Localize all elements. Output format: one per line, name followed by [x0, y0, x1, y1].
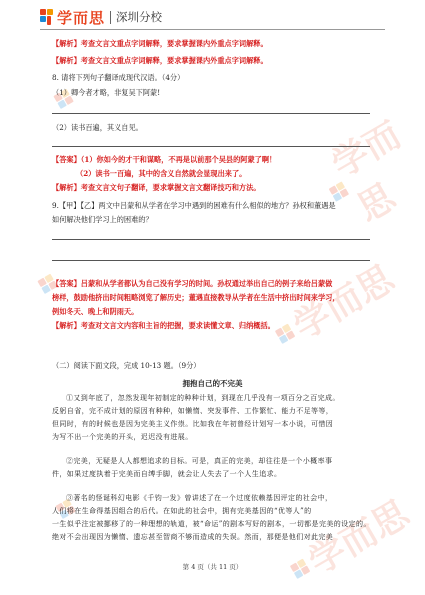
- header-rule: [40, 29, 385, 30]
- watermark: [307, 102, 425, 240]
- essay-title: 拥抱自己的不完美: [182, 379, 243, 388]
- essay-paragraph-3-line: 人们将在生命得基因组合的后代。在如此的社会中，拥有完美基因的“优等人”的: [52, 507, 312, 515]
- answer-8-2: （2）读书一百遍，其中的含义自然就会显现出来了。: [76, 169, 247, 178]
- answer-line: [52, 146, 370, 147]
- answer-8-1: 【答案】（1）你如今的才干和谋略，不再是以前那个吴县的阿蒙了啊！: [52, 155, 277, 164]
- answer-9-line1: 【答案】吕蒙和从学者都认为自己没有学习的时间。孙权通过举出自己的例子来给吕蒙做: [52, 279, 333, 288]
- watermark-text: 学而思: [302, 493, 417, 583]
- essay-paragraph-3-line: ③著名的怪诞科幻电影《千钧一发》曾讲述了在一个过度依赖基因评定的社会中，: [66, 494, 333, 502]
- analysis-9: 【解析】考查对文言文内容和主旨的把握，要求读懂文章、归纳概括。: [52, 321, 275, 330]
- essay-paragraph-2-line: ②完美，无疑是人人都想追求的目标。可是，真正的完美，却往往是一个小概率事: [66, 457, 333, 465]
- question-9-line1: 9.【甲】【乙】两文中吕蒙和从学者在学习中遇到的困难有什么相似的地方？孙权和董遇是: [52, 201, 336, 210]
- watermark-logo-icon: [275, 323, 297, 345]
- watermark-text: 学而思: [325, 114, 409, 231]
- essay-paragraph-1-line: 但同时，有的时候也是因为完美主义作祟。比如我在年初曾经计划写一本小说，可惜因: [52, 420, 334, 428]
- essay-paragraph-1-line: 为写不出一个完美的开头，迟迟没有进展。: [52, 433, 193, 441]
- question-9-line2: 如何解决他们学习上的困难的？: [52, 215, 153, 224]
- branch-name: 深圳分校: [116, 10, 163, 24]
- essay-paragraph-1-line: 反躬自省，完不成计划的原因有种种，如懒惰、突发事件、工作繁忙、能力不足等等，: [52, 407, 334, 415]
- watermark: [266, 251, 402, 359]
- watermark-text: 学而思: [287, 258, 402, 348]
- answer-9-line3: 例如冬天、晚上和阴雨天。: [52, 307, 139, 316]
- question-8-1: （1）卿今者才略，非复吴下阿蒙!: [52, 88, 161, 97]
- answer-line: [52, 239, 370, 240]
- essay-paragraph-3-line: 一生似乎注定被挪移了的一种理想的轨道，被“命运”的剧本写好的剧本，一切都是完美的设定的。: [52, 520, 371, 528]
- question-8-2: （2）读书百遍，其义自见。: [52, 123, 143, 132]
- header-separator: [110, 11, 111, 24]
- analysis-8: 【解析】考查文言文句子翻译，要求掌握文言文翻译技巧和方法。: [52, 183, 261, 192]
- xueersi-logo-icon: [40, 9, 54, 25]
- analysis-line: 【解析】考查文言文重点字词解释，要求掌握课内外重点字词解释。: [52, 39, 268, 48]
- brand-name: 学而思: [57, 8, 106, 27]
- answer-line: [52, 260, 370, 261]
- essay-paragraph-3-line: 绝对不会出现因为懒惰、遗忘甚至智商不够而造成的失误。然而，那便是他们对此完美: [52, 533, 334, 541]
- answer-9-line2: 榜样，鼓励他挤出时间粗略浏览了解历史；董遇直接教导从学者在生活中挤出时间来学习，: [52, 293, 340, 302]
- page-footer: 第 4 页（共 11 页）: [182, 563, 243, 571]
- question-8: 8. 请将下列句子翻译成现代汉语。（4分）: [52, 73, 185, 82]
- header: [40, 6, 162, 28]
- analysis-line: 【解析】考查文言文重点字词解释，要求掌握课内外重点字词解释。: [52, 56, 268, 65]
- essay-paragraph-1-line: ①又到年底了，忽然发现年初制定的种种计划，到现在几乎没有一项百分之百完成。: [66, 394, 340, 402]
- section-2-heading: （二）阅读下面文段，完成 10-13 题。（9分）: [52, 361, 201, 370]
- answer-line: [52, 113, 370, 114]
- essay-paragraph-2-line: 件，如果过度执着于完美而自缚手脚，就会让人失去了一个人生追求。: [52, 470, 282, 478]
